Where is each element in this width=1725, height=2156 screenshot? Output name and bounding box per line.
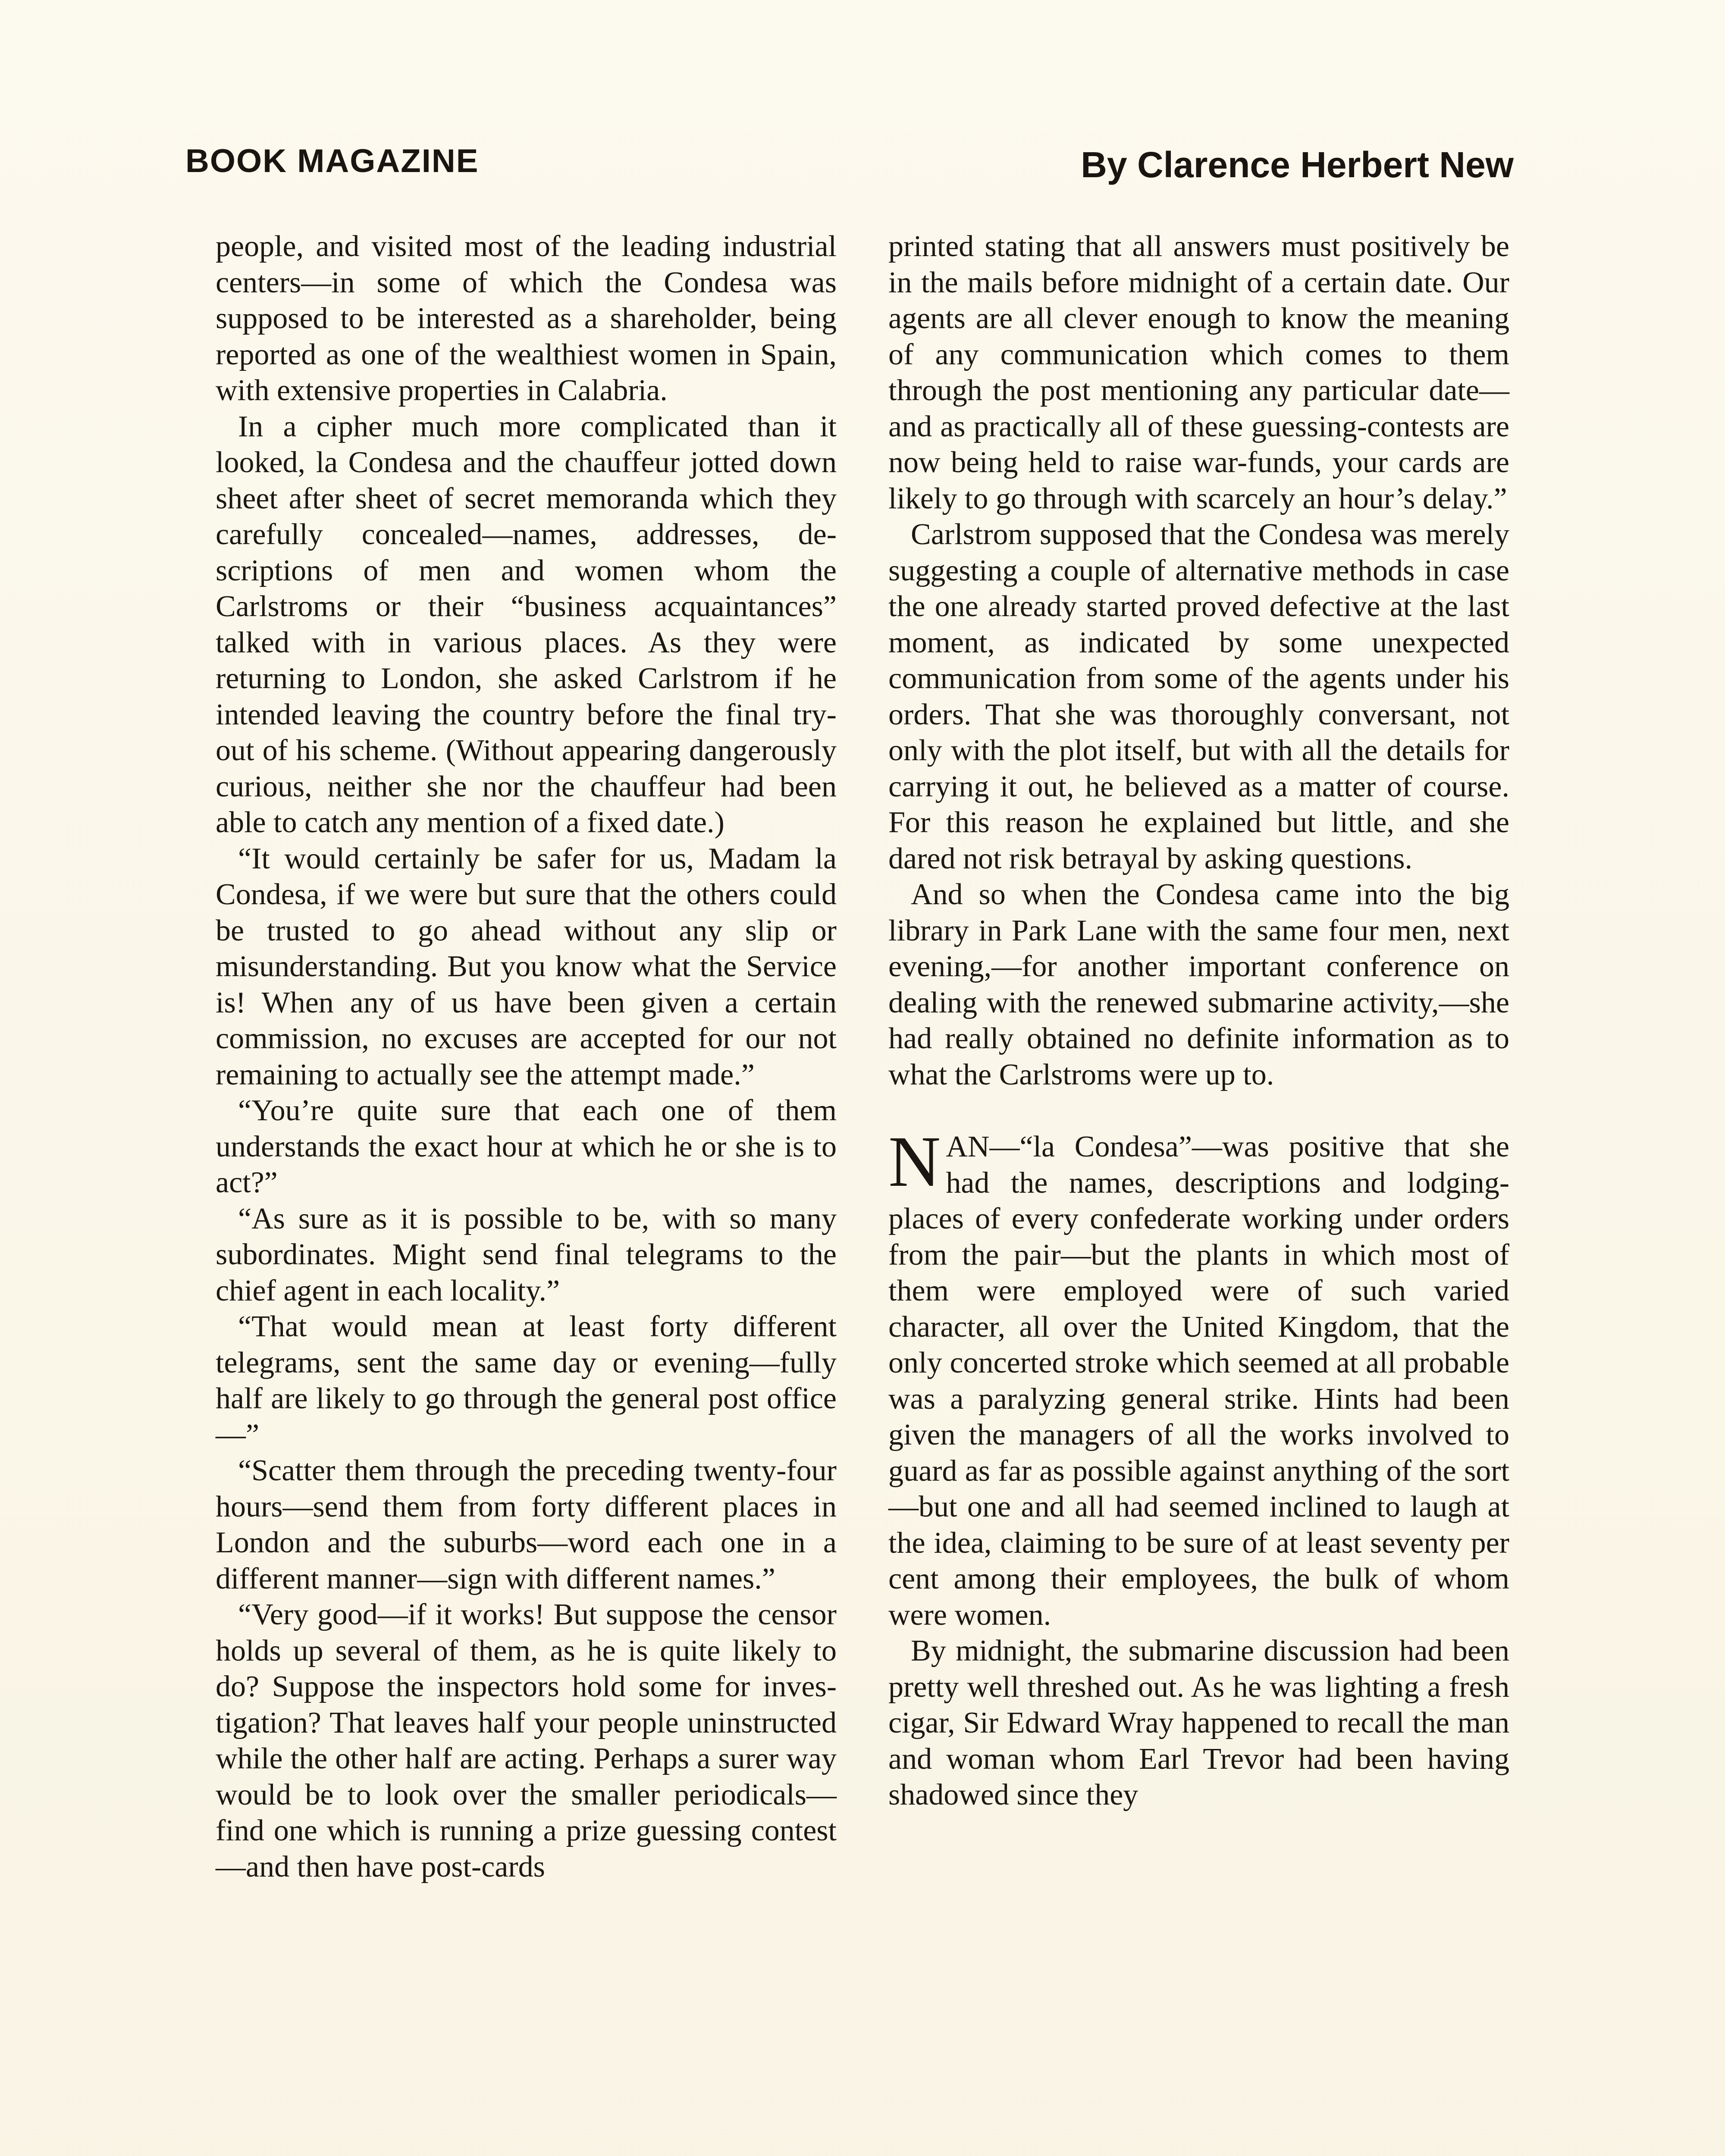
paragraph: And so when the Condesa came into the big library in Park Lane with the same four men, next evening,—for another important conference on dealing with the renewed submarine activity,—she had really obtained no definite information as to what the Carlstroms were up to. [888,878,1509,1091]
right-column [888,229,1509,1813]
paragraph: Carlstrom supposed that the Condesa was merely suggesting a couple of alternative methods in case the one already started proved defective at the last moment, as indicated by some unexpected communication from some of the agents under his orders. That she was thoroughly conversant, not only with the plot itself, but with all the details for carrying it out, he believed as a matter of course. For this reason he explained but little, and she dared not risk betrayal by asking questions. [888,518,1509,875]
paragraph: “Very good—if it works! But suppose the censor holds up several of them, as he is quite likely to do? Suppose the inspectors hold some for investigation? That leaves half your people uninstructed while the other half are acting. Perhaps a surer way would be to look over the smaller periodicals—find one which is running a prize guessing contest—and then have post-cards [216,1598,837,1883]
paragraph: “It would certainly be safer for us, Madam la Condesa, if we were but sure that the others could be trusted to go ahead without any slip or misunderstanding. But you know what the Service is! When any of us have been given a certain commission, no excuses are accepted for our not remaining to actually see the attempt made.” [216,842,837,1091]
paragraph: “You’re quite sure that each one of them understands the exact hour at which he or she is to act?” [216,1094,837,1199]
text-columns [216,229,1509,2156]
author-byline: By Clarence Herbert New [1081,144,1514,185]
paragraph: “Scatter them through the preceding twenty-four hours—send them from forty different places in London and the suburbs—word each one in a different manner—sign with different names.” [216,1454,837,1595]
right-column-end [888,1633,1509,1813]
nan-paragraph [888,1122,1509,1633]
drop-cap: N [888,1122,941,1202]
paragraph: printed stating that all answers must positively be in the mails before midnight of a certain date. Our agents are all clever enough to know the meaning of any communication which comes to them through the post mentioning any particular date—and as practically all of these guessing-contests are now being held to raise war-funds, your cards are likely to go through with scarcely an hour’s delay.” [888,230,1509,515]
paragraph: In a cipher much more complicated than it looked, la Condesa and the chauffeur jotted down sheet after sheet of secret memoranda which they carefully concealed—names, addresses, descriptions of men and women whom the Carlstroms or their “business acquaintances” talked with in various places. As they were returning to London, she asked Carlstrom if he intended leaving the country before the final try-out of his scheme. (Without appearing dangerously curious, neither she nor the chauffeur had been able to catch any mention of a fixed date.) [216,410,837,839]
magazine-title: BOOK MAGAZINE [185,143,479,179]
paragraph: “That would mean at least forty different telegrams, sent the same day or evening—fully half are likely to go through the general post office—” [216,1310,837,1451]
paragraph: people, and visited most of the leading industrial centers—in some of which the Condesa was supposed to be interested as a shareholder, being reported as one of the wealthiest women in Spain, with extensive properties in Calabria. [216,230,837,407]
left-column [216,229,837,1885]
paragraph: By midnight, the submarine discussion had been pretty well threshed out. As he was lighting a fresh cigar, Sir Edward Wray happened to recall the man and woman whom Earl Trevor had been having shadowed since they [888,1634,1509,1811]
paragraph: “As sure as it is possible to be, with so many subordinates. Might send final telegrams to the chief agent in each locality.” [216,1202,837,1307]
nan-paragraph-text: AN—“la Condesa”—was positive that she had the names, descriptions and lodging-places of every confederate working under orders from the pair—but the plants in which most of them were employed were of such varied character, all over the United Kingdom, that the only concerted stroke which seemed at all probable was a paralyzing general strike. Hints had been given the managers of all the works involved to guard as far as possible against anything of the sort—but one and all had seemed inclined to laugh at the idea, claiming to be sure of at least seventy per cent among their employees, the bulk of whom were women. [888,1130,1509,1632]
right-column-top [888,229,1509,1093]
running-head [185,142,1514,194]
